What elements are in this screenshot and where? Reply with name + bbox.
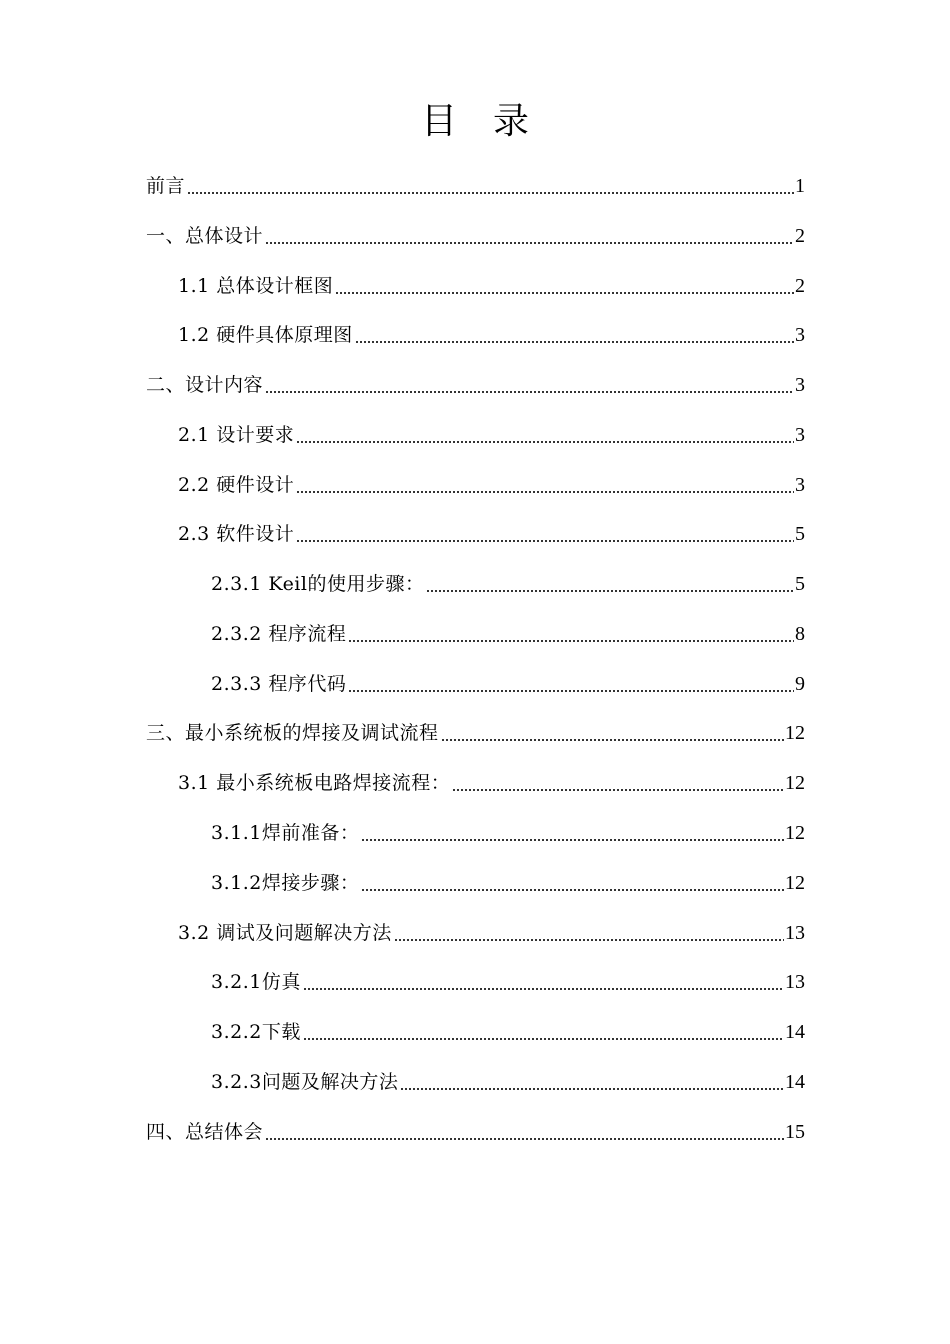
toc-entry-label: 1.1 总体设计框图: [178, 275, 334, 297]
toc-entry-label: 二、设计内容: [146, 374, 264, 396]
toc-entry-label: 四、总结体会: [146, 1121, 264, 1143]
toc-entry[interactable]: [211, 967, 805, 997]
toc-entry[interactable]: [178, 271, 805, 301]
toc-page-number: 8: [795, 623, 805, 645]
toc-leader-dots: [296, 519, 794, 549]
toc-leader-dots: [452, 768, 784, 798]
toc-page-number: 5: [795, 523, 805, 545]
toc-entry-label: 3.1 最小系统板电路焊接流程：: [178, 772, 451, 794]
toc-page-number: 1: [795, 175, 805, 197]
toc-page-number: 3: [795, 424, 805, 446]
page-title: 目 录: [420, 101, 529, 142]
toc-leader-dots: [355, 320, 794, 350]
toc-entry-label: 1.2 硬件具体原理图: [178, 324, 353, 346]
toc-page-number: 2: [795, 275, 805, 297]
toc-entry[interactable]: [146, 1117, 805, 1147]
toc-entry[interactable]: [178, 519, 805, 549]
toc-page-number: 12: [785, 822, 805, 844]
toc-page-number: 12: [785, 722, 805, 744]
toc-page-number: 14: [785, 1021, 805, 1043]
toc-entry[interactable]: [178, 918, 805, 948]
toc-entry-label: 2.1 设计要求: [178, 424, 295, 446]
toc-entry-label: 3.2.3问题及解决方法: [211, 1071, 399, 1093]
toc-entry[interactable]: [178, 320, 805, 350]
toc-page-number: 3: [795, 474, 805, 496]
toc-entry[interactable]: [211, 868, 805, 898]
toc-entry-label: 三、最小系统板的焊接及调试流程: [146, 722, 439, 744]
toc-page-number: 9: [795, 673, 805, 695]
toc-page-number: 3: [795, 324, 805, 346]
toc-entry-label: 2.3.1 Keil的使用步骤：: [211, 573, 425, 595]
toc-entry-label: 2.2 硬件设计: [178, 474, 295, 496]
toc-leader-dots: [348, 619, 794, 649]
toc-entry[interactable]: [211, 818, 805, 848]
toc-page-number: 12: [785, 872, 805, 894]
toc-leader-dots: [265, 370, 794, 400]
toc-leader-dots: [296, 420, 794, 450]
toc-entry[interactable]: [211, 669, 805, 699]
toc-entry-label: 3.1.1焊前准备：: [211, 822, 360, 844]
toc-entry[interactable]: [211, 1017, 805, 1047]
toc-entry-label: 2.3 软件设计: [178, 523, 295, 545]
toc-leader-dots: [265, 1117, 784, 1147]
toc-entry[interactable]: [146, 221, 805, 251]
toc-entry[interactable]: [211, 569, 805, 599]
toc-entry-label: 3.2.2下载: [211, 1021, 301, 1043]
toc-leader-dots: [441, 718, 784, 748]
toc-leader-dots: [303, 967, 784, 997]
toc-leader-dots: [265, 221, 794, 251]
toc-entry[interactable]: [146, 718, 805, 748]
toc-entry[interactable]: [146, 370, 805, 400]
toc-entry-label: 一、总体设计: [146, 225, 264, 247]
toc-entry-label: 3.2 调试及问题解决方法: [178, 922, 392, 944]
toc-leader-dots: [361, 818, 784, 848]
toc-page-number: 12: [785, 772, 805, 794]
toc-entry[interactable]: [178, 420, 805, 450]
toc-entry[interactable]: [211, 619, 805, 649]
toc-entry-label: 3.1.2焊接步骤：: [211, 872, 360, 894]
toc-leader-dots: [335, 271, 794, 301]
toc-leader-dots: [348, 669, 794, 699]
toc-entry-label: 3.2.1仿真: [211, 971, 301, 993]
toc-leader-dots: [394, 918, 784, 948]
toc-leader-dots: [296, 470, 794, 500]
toc-page-number: 13: [785, 971, 805, 993]
toc-leader-dots: [303, 1017, 784, 1047]
toc-leader-dots: [400, 1067, 784, 1097]
toc-entry-label: 前言: [146, 175, 186, 197]
toc-page-number: 14: [785, 1071, 805, 1093]
toc-entry[interactable]: [178, 768, 805, 798]
toc-leader-dots: [426, 569, 794, 599]
toc-entry[interactable]: [178, 470, 805, 500]
toc-leader-dots: [187, 171, 794, 201]
toc-page-number: 5: [795, 573, 805, 595]
toc-leader-dots: [361, 868, 784, 898]
toc-entry-label: 2.3.2 程序流程: [211, 623, 347, 645]
toc-entry[interactable]: [146, 171, 805, 201]
toc-page-number: 13: [785, 922, 805, 944]
toc-page-number: 15: [785, 1121, 805, 1143]
toc-entry-label: 2.3.3 程序代码: [211, 673, 347, 695]
toc-page-number: 3: [795, 374, 805, 396]
toc-entry[interactable]: [211, 1067, 805, 1097]
toc-page-number: 2: [795, 225, 805, 247]
